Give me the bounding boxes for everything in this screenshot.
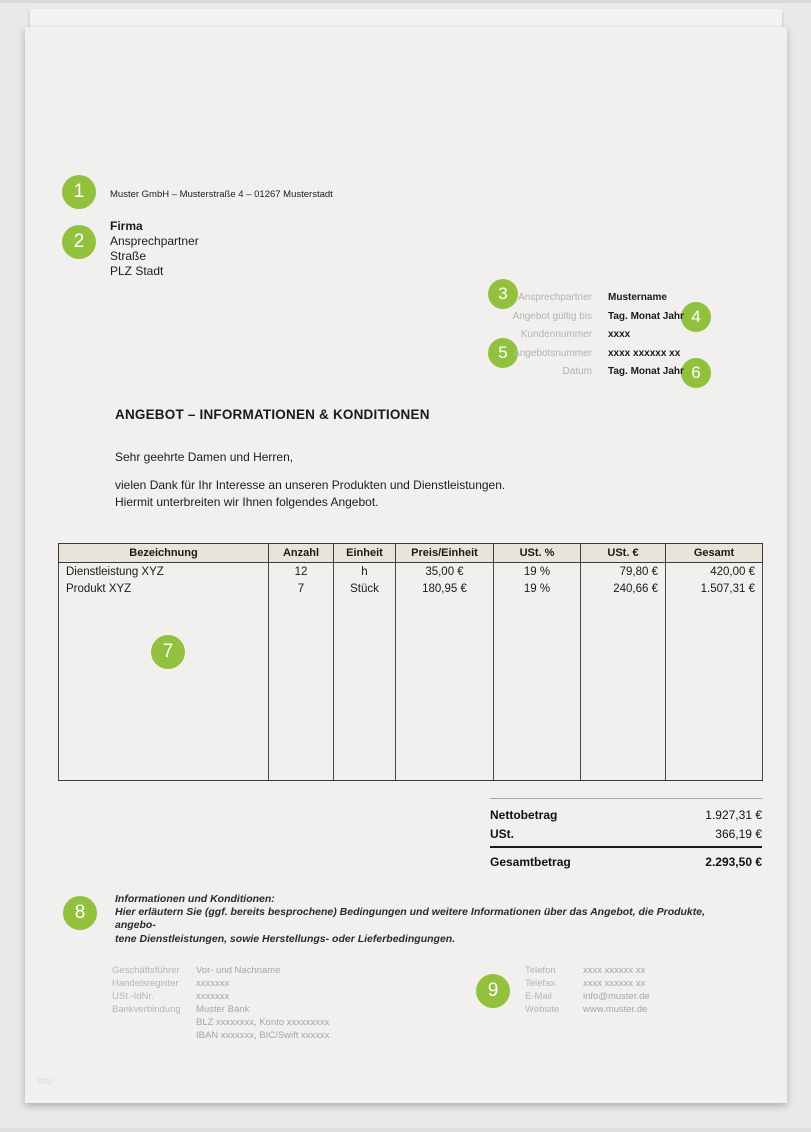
item-2-total: 1.507,31 € [666,580,763,598]
net-total-row [490,806,762,825]
totals-divider [490,846,762,848]
footer-label-email: E-Mail [525,990,552,1002]
conditions-line-2: tene Dienstleistungen, sowie Herstellungs- oder Lieferbedingungen. [115,932,456,945]
vat-total-label: USt. [490,827,514,841]
footer-label-website: Website [525,1003,560,1015]
col-header-quantity: Anzahl [269,544,334,563]
net-total-label: Nettobetrag [490,808,558,822]
footer-label-managing-director: Geschäftsführer [112,965,180,976]
item-1-description: Dienstleistung XYZ [59,563,269,581]
marker-3-number: 3 [498,284,508,303]
intro-line-1: vielen Dank für Ihr Interesse an unseren Produkten und Dienstleistungen. [115,478,506,492]
item-1-unit: h [334,563,396,581]
grand-total-value: 2.293,50 € [705,855,762,869]
salutation: Sehr geehrte Damen und Herren, [115,450,294,464]
meta-row-customer-number [455,326,765,345]
vat-total-value: 366,19 € [715,827,762,841]
col-header-total: Gesamt [666,544,763,563]
footer-value-vat-id: xxxxxxx [196,990,230,1002]
col-header-unit: Einheit [334,544,396,563]
footer-row-trade-register [112,978,330,991]
meta-label-contact: Ansprechpartner [518,292,592,303]
marker-4-number: 4 [691,307,701,326]
footer-label-bank: Bankverbindung [112,1003,181,1015]
item-1-total: 420,00 € [666,563,763,581]
item-2-vat-percent: 19 % [494,580,581,598]
footer-row-bank-account [112,1017,330,1030]
marker-2 [62,225,96,259]
footer-row-email [525,991,650,1004]
meta-value-valid-until: Tag. Monat Jahr [608,310,684,322]
marker-1 [62,175,96,209]
footer-row-website [525,1004,650,1017]
meta-row-date [455,363,765,382]
item-1-vat-amount: 79,80 € [581,563,666,581]
marker-7-number: 7 [162,641,174,662]
line-items-table [58,543,763,781]
recipient-street: Straße [110,248,147,263]
marker-9-number: 9 [487,980,499,1001]
col-header-description: Bezeichnung [59,544,269,563]
item-2-vat-amount: 240,66 € [581,580,666,598]
meta-value-date: Tag. Monat Jahr [608,366,684,378]
meta-value-customer-number: xxxx [608,329,631,341]
item-2-unit: Stück [334,580,396,598]
marker-8 [63,896,97,930]
meta-value-offer-number: xxxx xxxxxx xx [608,347,681,359]
corner-watermark: http [38,1076,54,1086]
footer-row-vat-id [112,991,330,1004]
col-header-vat-amount: USt. € [581,544,666,563]
table-row [59,563,763,581]
footer-label-fax: Telefax [525,977,556,989]
marker-8-number: 8 [74,902,86,923]
footer-value-managing-director: Vor- und Nachname [196,965,281,976]
meta-value-contact: Mustername [608,292,667,303]
sender-address-line: Muster GmbH – Musterstraße 4 – 01267 Musterstadt [110,189,333,200]
item-1-quantity: 12 [269,563,334,581]
recipient-company: Firma [110,219,143,233]
recipient-address-block [110,219,199,279]
conditions-line-1: Hier erläutern Sie (ggf. bereits besprochene) Bedingungen und weitere Informationen über das Angebot, die Produkte, angebo- [115,906,706,932]
footer-value-website: www.muster.de [583,1003,648,1015]
table-header-row [59,544,763,563]
footer-row-managing-director [112,965,330,978]
footer-contact-details [525,965,650,1017]
footer-row-fax [525,978,650,991]
footer-row-iban [112,1030,330,1043]
meta-row-offer-number [455,345,765,364]
intro-line-2: Hiermit unterbreiten wir Ihnen folgendes Angebot. [115,494,379,509]
meta-label-date: Datum [562,366,592,378]
conditions-heading: Informationen und Konditionen: [115,893,275,905]
conditions-note [115,893,735,946]
footer-value-bank-account: BLZ xxxxxxxx, Konto xxxxxxxxx [196,1016,330,1028]
col-header-unit-price: Preis/Einheit [396,544,494,563]
meta-row-contact [455,289,765,308]
footer-value-bank: Muster Bank [196,1003,250,1015]
marker-9 [476,974,510,1008]
item-1-vat-percent: 19 % [494,563,581,581]
grand-total-row [490,853,762,872]
footer-company-details [112,965,330,1042]
vat-total-row [490,825,762,844]
footer-label-trade-register: Handelsregister [112,977,179,989]
document-title: ANGEBOT – INFORMATIONEN & KONDITIONEN [115,407,430,422]
marker-6-number: 6 [691,363,701,382]
offer-meta-block [455,289,765,382]
item-2-description: Produkt XYZ [59,580,269,598]
recipient-city: PLZ Stadt [110,263,164,278]
grand-total-label: Gesamtbetrag [490,855,571,869]
footer-value-iban: IBAN xxxxxxx, BIC/Swift xxxxxx [196,1029,330,1041]
footer-row-bank [112,1004,330,1017]
table-row [59,580,763,598]
offer-document-sheet [25,27,787,1103]
item-1-unit-price: 35,00 € [396,563,494,581]
footer-value-email: info@muster.de [583,990,650,1002]
table-empty-area [59,598,763,781]
marker-2-number: 2 [73,231,85,252]
net-total-value: 1.927,31 € [705,808,762,822]
meta-label-customer-number: Kundennummer [520,329,592,341]
marker-1-number: 1 [73,181,85,202]
footer-value-trade-register: xxxxxxx [196,977,230,989]
footer-value-fax: xxxx xxxxxx xx [583,977,646,989]
item-2-unit-price: 180,95 € [396,580,494,598]
item-2-quantity: 7 [269,580,334,598]
intro-paragraph [115,477,505,510]
meta-label-offer-number: Angebotsnummer [513,347,592,359]
footer-label-vat-id: USt.-IdNr. [112,990,154,1002]
meta-label-valid-until: Angebot gültig bis [512,310,592,322]
marker-5-number: 5 [498,343,508,362]
col-header-vat-percent: USt. % [494,544,581,563]
footer-row-phone [525,965,650,978]
footer-value-phone: xxxx xxxxxx xx [583,965,646,976]
footer-label-phone: Telefon [525,965,556,976]
recipient-contact: Ansprechpartner [110,233,199,248]
meta-row-valid-until [455,308,765,327]
totals-block [490,798,762,872]
